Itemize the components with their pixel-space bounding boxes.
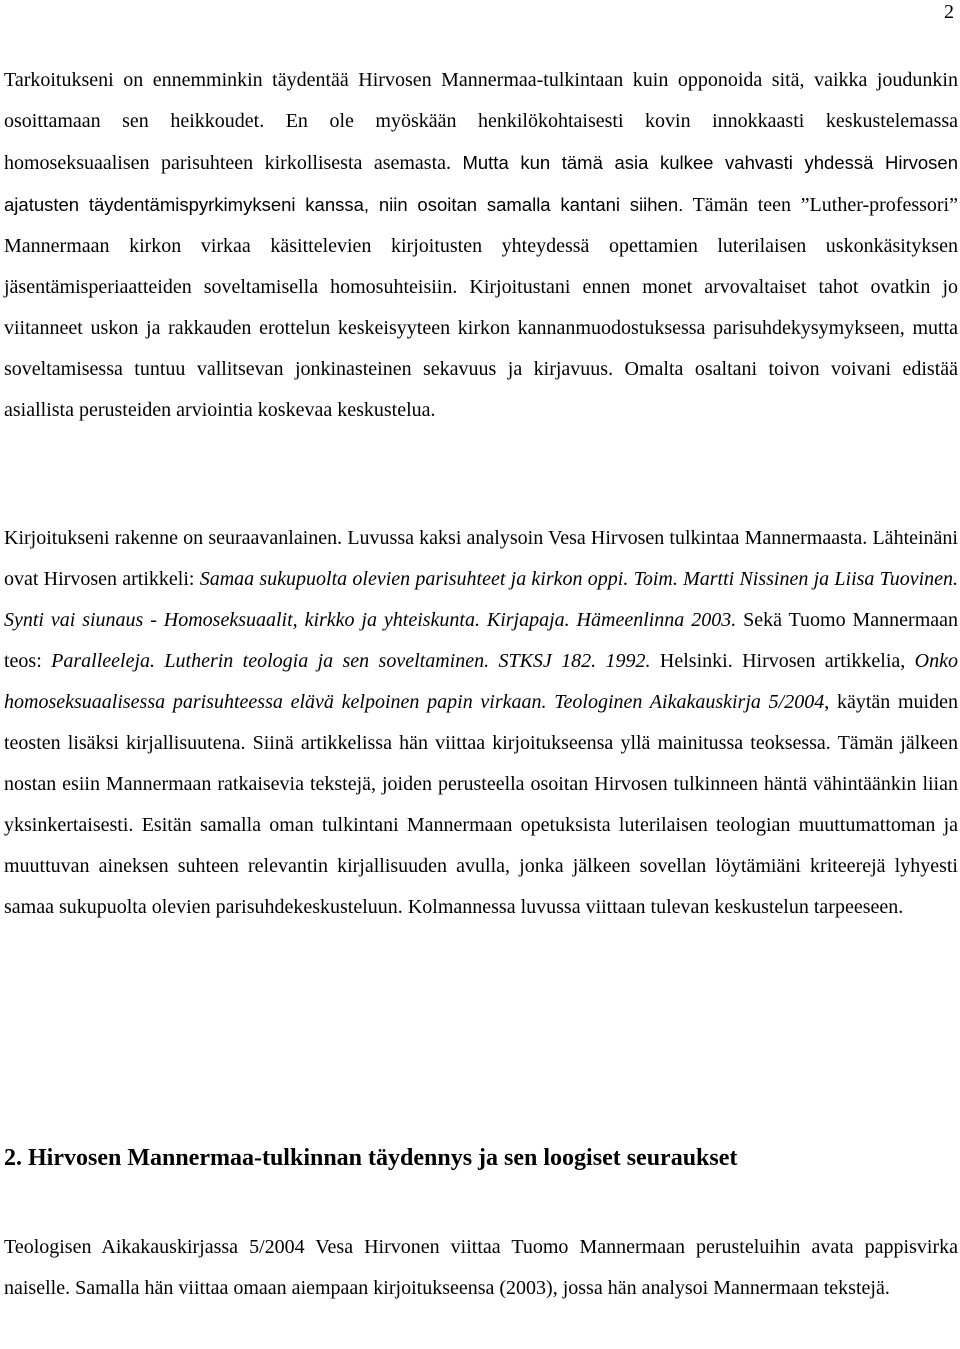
reference-title: Samaa sukupuolta olevien parisuhteet ja kirkon oppi. Toim. Martti Nissinen ja Liisa Tuovinen. Synti vai siunaus - Homoseksuaalit, kirkko ja yhteiskunta. Kirjapaja. Hämeenlinna 2003. (4, 568, 959, 631)
sentence: Helsinki. Hirvosen artikkelia, (659, 650, 906, 672)
paragraph-section (4, 1227, 958, 1309)
sentence: Tämän teen ”Luther-professori” Mannermaan kirkon virkaa käsittelevien kirjoitusten yhteydessä opettamien luterilaisen uskonkäsityksen jäsentämisperiaatteiden soveltamisella homosuhteisiin. (4, 194, 958, 298)
reference-title: Onko homoseksuaalisessa parisuhteessa elävä kelpoinen papin virkaan. Teologinen Aikakauskirja 5/2004 (4, 650, 958, 713)
sentence: Teologisen Aikakauskirjassa 5/2004 Vesa Hirvonen viittaa Tuomo Mannermaan perusteluihin avata pappisvirka naiselle. (4, 1236, 958, 1299)
reference-title: Paralleeleja. Lutherin teologia ja sen soveltaminen. STKSJ 182. 1992. (51, 650, 651, 672)
paragraph-intro (4, 60, 958, 431)
sentence: Tämän jälkeen nostan esiin Mannermaan ratkaisevia tekstejä, joiden perusteella osoitan Hirvosen tulkinneen häntä vähintäänkin liian yksinkertaisesti. (4, 732, 959, 836)
sentence: Esitän samalla oman tulkintani Mannermaan opetuksista luterilaisen teologian muuttumattoman ja muuttuvan aineksen suhteen relevantin kirjallisuuden avulla, jonka jälkeen sovellan löytämiäni kriteerejä lyhyesti samaa sukupuolta olevien parisuhdekeskusteluun. (4, 814, 959, 918)
paragraph-structure (4, 518, 958, 928)
sentence: Lähteinäni ovat Hirvosen artikkeli: (4, 527, 958, 590)
section-heading: 2. Hirvosen Mannermaa-tulkinnan täydennys ja sen loogiset seuraukset (4, 1145, 738, 1171)
sentence: Kolmannessa luvussa viittaan tulevan keskustelun tarpeeseen. (407, 896, 904, 918)
sentence: Sekä Tuomo Mannermaan teos: (4, 609, 959, 672)
sentence: Siinä artikkelissa hän viittaa kirjoitukseensa yllä mainitussa teoksessa. (252, 732, 831, 754)
sentence: , käytän muiden teosten lisäksi kirjallisuutena. (4, 691, 958, 754)
page-number: 2 (944, 1, 954, 23)
sentence: En ole myöskään henkilökohtaisesti kovin innokkaasti keskustelemassa homoseksuaalisen parisuhteen kirkollisesta asemasta. (4, 110, 959, 174)
sentence: Omalta osaltani toivon voivani edistää asiallista perusteiden arviointia koskevaa keskustelua. (4, 358, 959, 421)
sentence: Kirjoitustani ennen monet arvovaltaiset tahot ovatkin jo viitanneet uskon ja rakkauden erottelun keskeisyyteen kirkon kannanmuodostuksessa parisuhdekysymykseen, mutta soveltamisessa tuntuu vallitsevan jonkinasteinen sekavuus ja kirjavuus. (4, 276, 959, 380)
sentence: Samalla hän viittaa omaan aiempaan kirjoitukseensa (2003), jossa hän analysoi Mannermaan tekstejä. (75, 1277, 890, 1299)
sentence: Kirjoitukseni rakenne on seuraavanlainen. Luvussa kaksi analysoin Vesa Hirvosen tulkintaa Mannermaasta. (4, 527, 868, 549)
sentence: Tarkoitukseni on ennemminkin täydentää Hirvosen Mannermaa-tulkintaan kuin opponoida sitä, vaikka joudunkin osoittamaan sen heikkoudet. (4, 69, 958, 132)
sentence: Mutta kun tämä asia kulkee vahvasti yhdessä Hirvosen ajatusten täydentämispyrkimykseni kanssa, niin osoitan samalla kantani siihen. (4, 152, 958, 215)
